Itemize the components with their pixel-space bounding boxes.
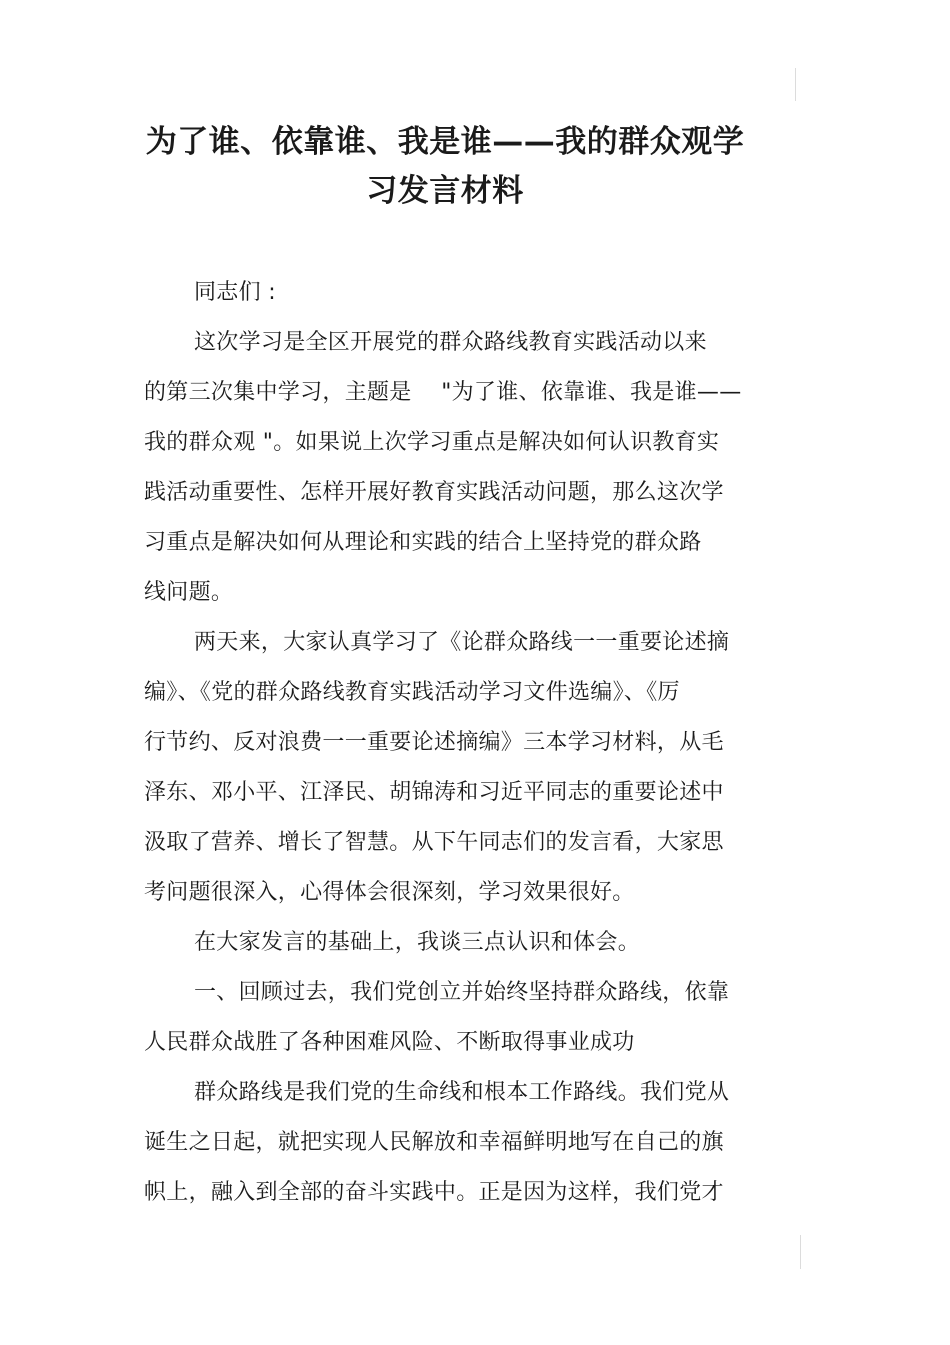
page-edge-mark-bottom: [800, 1235, 801, 1269]
page-edge-mark-top: [795, 68, 796, 101]
text-line: 行节约、反对浪费一一重要论述摘编》三本学习材料，从毛: [144, 730, 724, 755]
text-line: 两天来，大家认真学习了《论群众路线一一重要论述摘: [194, 630, 730, 655]
text-line: 考问题很深入，心得体会很深刻，学习效果很好。: [144, 880, 635, 905]
title-line-2: 习发言材料: [366, 173, 524, 209]
text-line: 汲取了营养、增长了智慧。从下午同志们的发言看，大家思: [144, 830, 724, 855]
title-line-1: 为了谁、依靠谁、我是谁——我的群众观学: [145, 124, 745, 160]
text-line: 习重点是解决如何从理论和实践的结合上坚持党的群众路: [144, 530, 702, 555]
text-line: 人民群众战胜了各种困难风险、不断取得事业成功: [144, 1030, 635, 1055]
text-line: 的第三次集中学习，主题是 "为了谁、依靠谁、我是谁——: [144, 380, 742, 405]
text-line: 这次学习是全区开展党的群众路线教育实践活动以来: [194, 330, 707, 355]
text-line: 同志们 :: [194, 280, 276, 305]
text-line: 践活动重要性、怎样开展好教育实践活动问题，那么这次学: [144, 480, 724, 505]
text-line: 一、回顾过去，我们党创立并始终坚持群众路线，依靠: [194, 980, 730, 1005]
document-body: [144, 268, 784, 1218]
text-line: 我的群众观 "。如果说上次学习重点是解决如何认识教育实: [144, 430, 720, 455]
text-line: 线问题。: [144, 580, 234, 605]
text-line: 帜上，融入到全部的奋斗实践中。正是因为这样，我们党才: [144, 1180, 724, 1205]
text-line: 群众路线是我们党的生命线和根本工作路线。我们党从: [194, 1080, 730, 1105]
text-line: 诞生之日起，就把实现人民解放和幸福鲜明地写在自己的旗: [144, 1130, 724, 1155]
text-line: 编》、《党的群众路线教育实践活动学习文件选编》、《厉: [144, 680, 680, 705]
text-line: 泽东、邓小平、江泽民、胡锦涛和习近平同志的重要论述中: [144, 780, 724, 805]
text-line: 在大家发言的基础上，我谈三点认识和体会。: [194, 930, 641, 955]
